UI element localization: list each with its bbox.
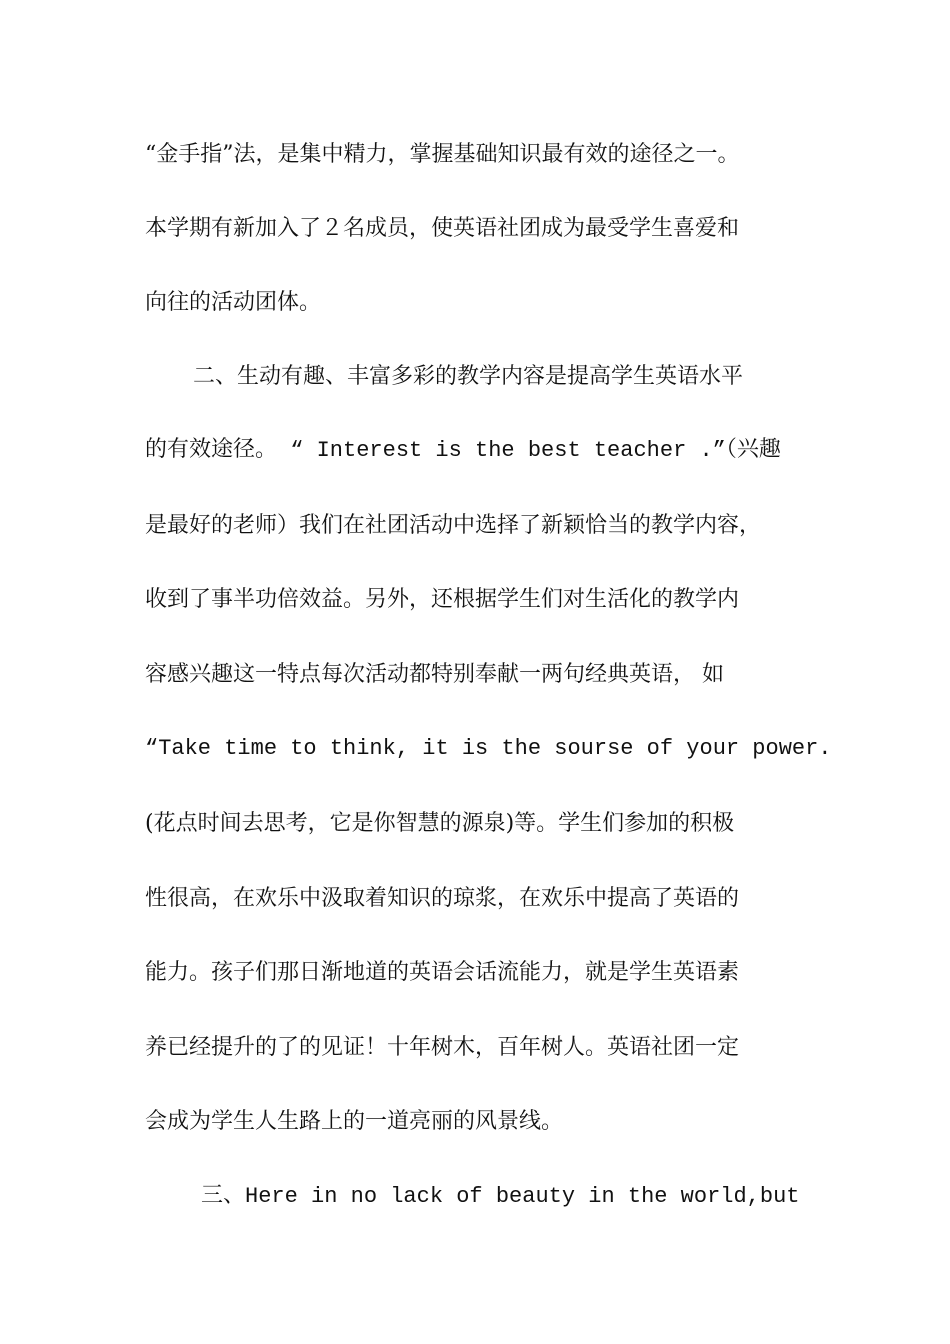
body-text-line: (花点时间去思考，它是你智慧的源泉)等。学生们参加的积极 [145,811,735,836]
body-text-line: 向往的活动团体。 [145,290,322,315]
body-text-line: 是最好的老师）我们在社团活动中选择了新颖恰当的教学内容， [145,513,762,538]
body-text-line: 的有效途径。 “ Interest is the best teacher .”（兴趣 [145,438,781,463]
body-text-line: 本学期有新加入了２名成员，使英语社团成为最受学生喜爱和 [145,216,740,241]
body-text-line: 能力。孩子们那日渐地道的英语会话流能力，就是学生英语素 [145,960,740,985]
body-text-line: 性很高，在欢乐中汲取着知识的琼浆，在欢乐中提高了英语的 [145,886,740,911]
paragraph-heading-two: 二、生动有趣、丰富多彩的教学内容是提高学生英语水平 [193,364,744,389]
paragraph-heading-three: 三、Here in no lack of beauty in the world,but [201,1184,800,1209]
body-text-line: 容感兴趣这一特点每次活动都特别奉献一两句经典英语， 如 [145,662,724,687]
english-quote-line: “Take time to think, it is the sourse of your power. [145,736,832,761]
body-text-line: 收到了事半功倍效益。另外，还根据学生们对生活化的教学内 [145,587,740,612]
body-text-line: 养已经提升的了的见证！十年树木，百年树人。英语社团一定 [145,1035,740,1060]
body-text-line: 会成为学生人生路上的一道亮丽的风景线。 [145,1109,564,1134]
body-text-line: “金手指”法，是集中精力，掌握基础知识最有效的途径之一。 [145,142,740,167]
